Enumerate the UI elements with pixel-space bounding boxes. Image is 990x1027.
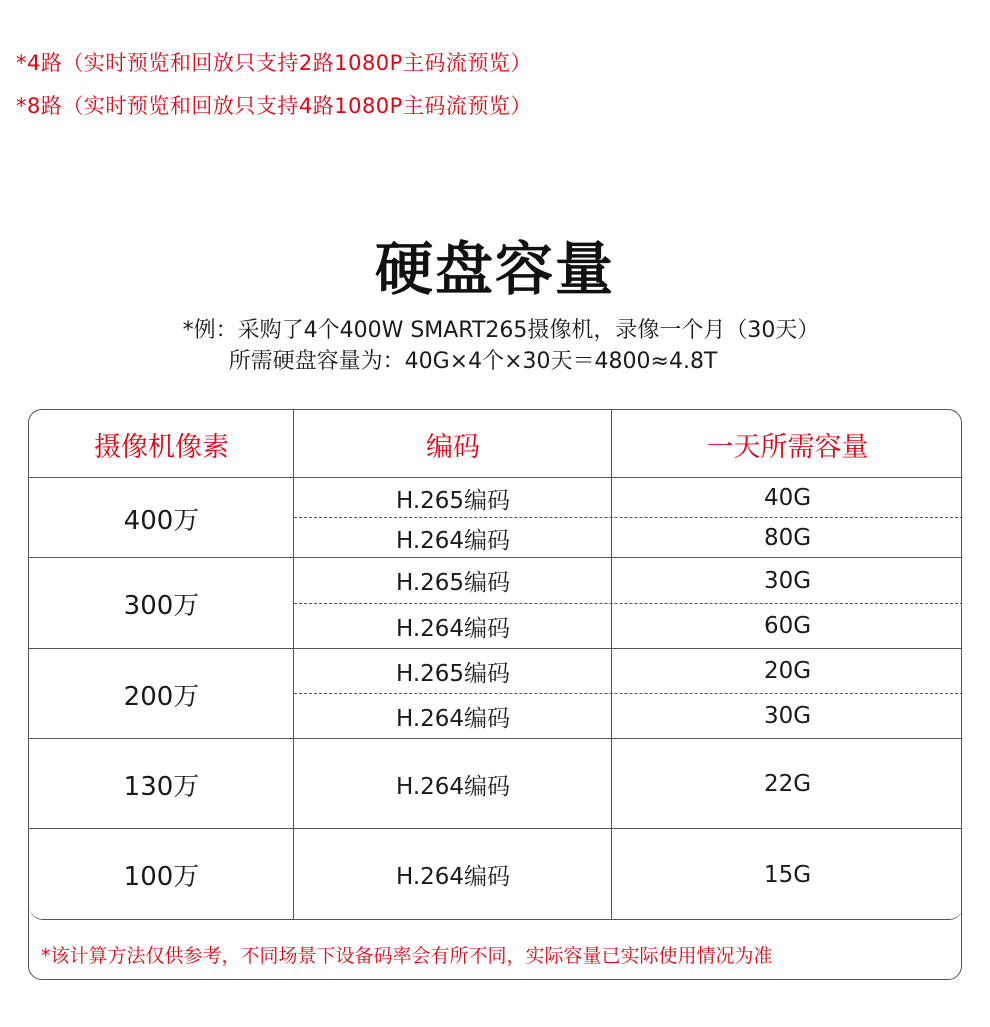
encoding-cell: H.264编码 [395, 864, 511, 890]
capacity-cell: 80G [763, 525, 812, 551]
header-pixels: 摄像机像素 [94, 431, 229, 463]
page-title: 硬盘容量 [374, 235, 615, 303]
header-capacity: 一天所需容量 [706, 431, 869, 463]
capacity-cell: 40G [763, 485, 812, 511]
header-encoding: 编码 [426, 431, 480, 463]
encoding-cell: H.264编码 [395, 527, 511, 554]
capacity-cell: 30G [763, 567, 812, 594]
encoding-cell: H.265编码 [395, 487, 511, 514]
encoding-cell: H.264编码 [395, 705, 511, 732]
capacity-cell: 30G [763, 703, 812, 729]
capacity-cell: 20G [763, 658, 812, 684]
pixels-cell: 200万 [123, 681, 200, 712]
channel-note-8: *8路（实时预览和回放只支持4路1080P主码流预览） [16, 94, 532, 118]
encoding-cell: H.265编码 [395, 660, 511, 687]
pixels-cell: 100万 [123, 862, 200, 892]
disclaimer-note: *该计算方法仅供参考，不同场景下设备码率会有所不同，实际容量已实际使用情况为准 [41, 945, 773, 967]
capacity-table [29, 410, 962, 920]
capacity-card [28, 409, 962, 980]
encoding-cell: H.264编码 [395, 615, 511, 642]
encoding-cell: H.265编码 [395, 570, 511, 596]
pixels-cell: 130万 [123, 771, 200, 802]
capacity-cell: 15G [763, 861, 812, 888]
pixels-cell: 400万 [123, 505, 200, 536]
pixels-cell: 300万 [123, 590, 200, 621]
example-line-2: 所需硬盘容量为：40G×4个×30天＝4800≈4.8T [228, 349, 718, 374]
capacity-cell: 22G [763, 771, 812, 797]
encoding-cell: H.264编码 [395, 773, 511, 800]
example-line-1: *例：采购了4个400W SMART265摄像机，录像一个月（30天） [182, 318, 820, 343]
capacity-cell: 60G [763, 613, 812, 639]
channel-note-4: *4路（实时预览和回放只支持2路1080P主码流预览） [16, 51, 532, 75]
